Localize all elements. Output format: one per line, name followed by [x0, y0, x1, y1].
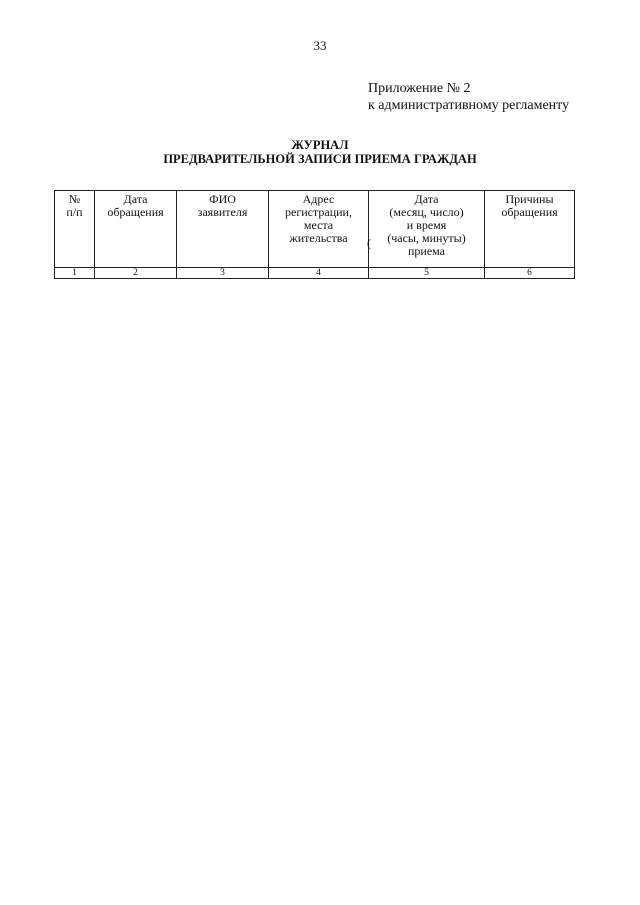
- column-number-cell: 2: [95, 268, 177, 279]
- column-number-cell: 4: [269, 268, 369, 279]
- column-number-cell: 6: [485, 268, 575, 279]
- header-cell-applicant-name: ФИО заявителя: [177, 191, 269, 268]
- header-cell-request-date: Дата обращения: [95, 191, 177, 268]
- column-number-cell: 5: [369, 268, 485, 279]
- header-cell-appointment-datetime: [369, 191, 485, 268]
- journal-title-line-1: ЖУРНАЛ: [291, 138, 349, 152]
- appendix-line-2: к административному регламенту: [368, 98, 570, 113]
- page-number: 33: [313, 38, 327, 53]
- appendix-note: [368, 80, 569, 114]
- column-number-cell: 3: [177, 268, 269, 279]
- header-cell-reasons: Причины обращения: [485, 191, 575, 268]
- journal-title-line-2: ПРЕДВАРИТЕЛЬНОЙ ЗАПИСИ ПРИЕМА ГРАЖДАН: [163, 152, 477, 166]
- bracket-mark: (: [367, 236, 371, 250]
- header-cell-number: № п/п: [55, 191, 95, 268]
- table-header-row: [55, 191, 575, 268]
- header-cell-address: Адрес регистрации, места жительства: [269, 191, 369, 268]
- journal-table: [54, 190, 575, 279]
- column-number-cell: 1: [55, 268, 95, 279]
- appendix-line-1: Приложение № 2: [368, 81, 471, 96]
- journal-title: [0, 138, 640, 166]
- table-number-row: [55, 268, 575, 279]
- header-cell-appointment-datetime-text: Дата (месяц, число) и время (часы, минуты) приема: [387, 192, 466, 258]
